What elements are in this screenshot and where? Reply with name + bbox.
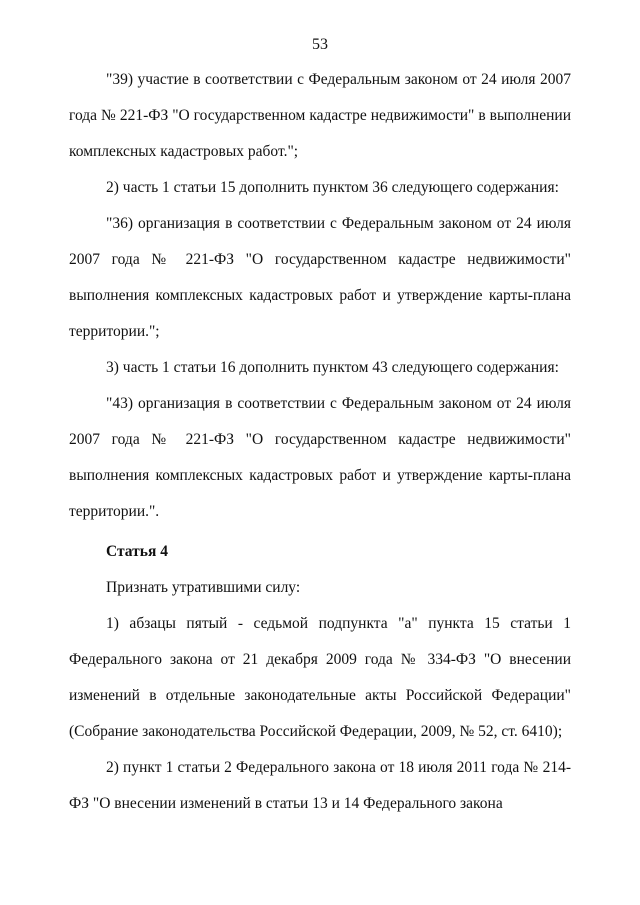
paragraph-item-43: "43) организация в соответствии с Федеральным законом от 24 июля 2007 года № 221-ФЗ "О государственном кадастре недвижимости" выполнения комплексных кадастровых работ и утверждение карты-плана территории.". (69, 395, 571, 520)
document-body (69, 62, 571, 822)
paragraph-repeal-2: 2) пункт 1 статьи 2 Федерального закона от 18 июля 2011 года № 214-ФЗ "О внесении изменений в статьи 13 и 14 Федерального закона (69, 759, 571, 812)
paragraph-repeal-intro: Признать утратившими силу: (106, 579, 301, 596)
page-number: 53 (312, 36, 328, 53)
paragraph-item-39: "39) участие в соответствии с Федеральным законом от 24 июля 2007 года № 221-ФЗ "О государственном кадастре недвижимости" в выполнении комплексных кадастровых работ."; (69, 71, 571, 160)
paragraph-item-36: "36) организация в соответствии с Федеральным законом от 24 июля 2007 года № 221-ФЗ "О государственном кадастре недвижимости" выполнения комплексных кадастровых работ и утверждение карты-плана территории."; (69, 215, 571, 340)
article-heading: Статья 4 (106, 543, 168, 560)
paragraph-amend-article-15: 2) часть 1 статьи 15 дополнить пунктом 36 следующего содержания: (106, 179, 559, 196)
paragraph-amend-article-16: 3) часть 1 статьи 16 дополнить пунктом 43 следующего содержания: (106, 359, 559, 376)
paragraph-repeal-1: 1) абзацы пятый - седьмой подпункта "а" пункта 15 статьи 1 Федерального закона от 21 декабря 2009 года № 334-ФЗ "О внесении изменений в отдельные законодательные акты Российской Федерации" (Собрание законодательства Российской Федерации, 2009, № 52, ст. 6410); (69, 615, 571, 740)
